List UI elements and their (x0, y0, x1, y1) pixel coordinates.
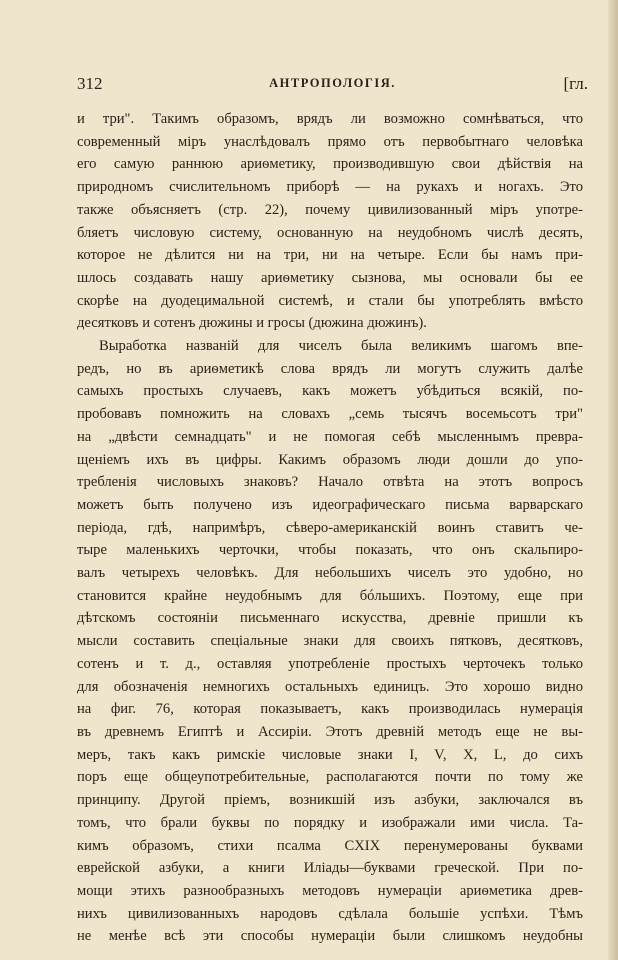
text-line: томъ, что брали буквы по порядку и изображали ими числа. Та- (77, 814, 583, 831)
chapter-tag: [гл. (563, 74, 588, 93)
text-line: кимъ образомъ, стихи псалма CXIX перенумерованы буквами (77, 837, 583, 854)
text-line: можетъ быть получено изъ идеографическаго письма варварскаго (77, 496, 583, 513)
text-line: для обозначенія немногихъ остальныхъ единицъ. Это хорошо видно (77, 678, 583, 695)
text-line: нихъ цивилизованныхъ народовъ сдѣлала большіе успѣхи. Тѣмъ (77, 905, 583, 922)
text-line: также объясняетъ (стр. 22), почему цивилизованный міръ употре- (77, 201, 583, 218)
text-line: еврейской азбуки, а книги Иліады—буквами греческой. При по- (77, 860, 583, 877)
text-line: пробовавъ помножить на словахъ „семь тысячъ восемьсотъ три" (77, 406, 583, 423)
paragraph (77, 335, 583, 948)
text-line: которое не дѣлится ни на три, ни на четыре. Если бы намъ при- (77, 247, 583, 264)
text-line: мысли составить спеціальные знаки для своихъ пятковъ, десятковъ, (77, 633, 583, 650)
text-line: становится крайне неудобнымъ для бóльшихъ. Поэтому, еще при (77, 587, 583, 604)
body-text (77, 108, 583, 948)
text-line: на „двѣсти семнадцать" и не помогая себѣ мысленнымъ превра- (77, 428, 583, 445)
text-line: поръ еще общеупотребительные, располагаются почти по тому же (77, 769, 583, 786)
text-line: Выработка названій для чиселъ была великимъ шагомъ впе- (99, 338, 583, 355)
text-line: принципу. Другой пріемъ, возникшій изъ азбуки, заключался въ (77, 792, 583, 809)
text-line: меръ, такъ какъ римскіе числовые знаки I, V, X, L, до сихъ (77, 746, 583, 763)
text-line: требленія числовыхъ знаковъ? Начало отвѣта на этотъ вопросъ (77, 474, 583, 491)
text-line: щеніемъ ихъ въ цифры. Какимъ образомъ люди дошли до упо- (77, 451, 583, 468)
text-line: редъ, но въ ариѳметикѣ слова врядъ ли могутъ служить далѣе (77, 360, 583, 377)
running-title: АНТРОПОЛОГІЯ. (269, 76, 396, 90)
text-line: мощи этихъ разнообразныхъ методовъ нумераціи ариѳметика древ- (77, 882, 583, 899)
text-line: скорѣе на дуодецимальной системѣ, и стали бы употреблять вмѣсто (77, 292, 583, 309)
text-line: его самую раннюю ариѳметику, производившую свои дѣйствія на (77, 156, 583, 173)
text-line: десятковъ и сотенъ дюжины и гросы (дюжина дюжинъ). (77, 315, 427, 332)
text-line: самыхъ простыхъ случаевъ, какъ можетъ убѣдиться всякій, по- (77, 383, 583, 400)
text-line: на фиг. 76, которая показываетъ, какъ производилась нумерація (77, 701, 583, 718)
text-line: валъ четырехъ человѣкъ. Для небольшихъ чиселъ это удобно, но (77, 565, 583, 582)
text-line: не менѣе всѣ эти способы нумераціи были слишкомъ неудобны (77, 928, 583, 945)
text-line: дѣтскомъ состояніи письменнаго искусства, древніе пришли къ (77, 610, 583, 627)
text-line: шлось создавать нашу ариѳметику сызнова, мы основали бы ее (77, 269, 583, 286)
text-line: сотенъ и т. д., оставляя употребленіе простыхъ черточекъ только (77, 655, 583, 672)
text-line: бляетъ числовую систему, основанную на неудобномъ числѣ десять, (77, 224, 583, 241)
paragraph (77, 108, 583, 335)
text-line: природномъ счислительномъ приборѣ — на рукахъ и ногахъ. Это (77, 179, 583, 196)
page-number: 312 (77, 74, 103, 93)
text-line: періода, гдѣ, напримѣръ, сѣверо-американскій воинъ ставитъ че- (77, 519, 583, 536)
page-edge (608, 0, 618, 960)
text-line: въ древнемъ Египтѣ и Ассиріи. Этотъ древній методъ еще не вы- (77, 723, 583, 740)
text-line: и три". Такимъ образомъ, врядъ ли возможно сомнѣваться, что (77, 111, 583, 127)
page-header (77, 74, 588, 94)
text-line: тыре маленькихъ черточки, чтобы показать, что онъ скальпиро- (77, 542, 583, 559)
text-line: современный міръ унаслѣдовалъ прямо отъ первобытнаго человѣка (77, 133, 583, 150)
